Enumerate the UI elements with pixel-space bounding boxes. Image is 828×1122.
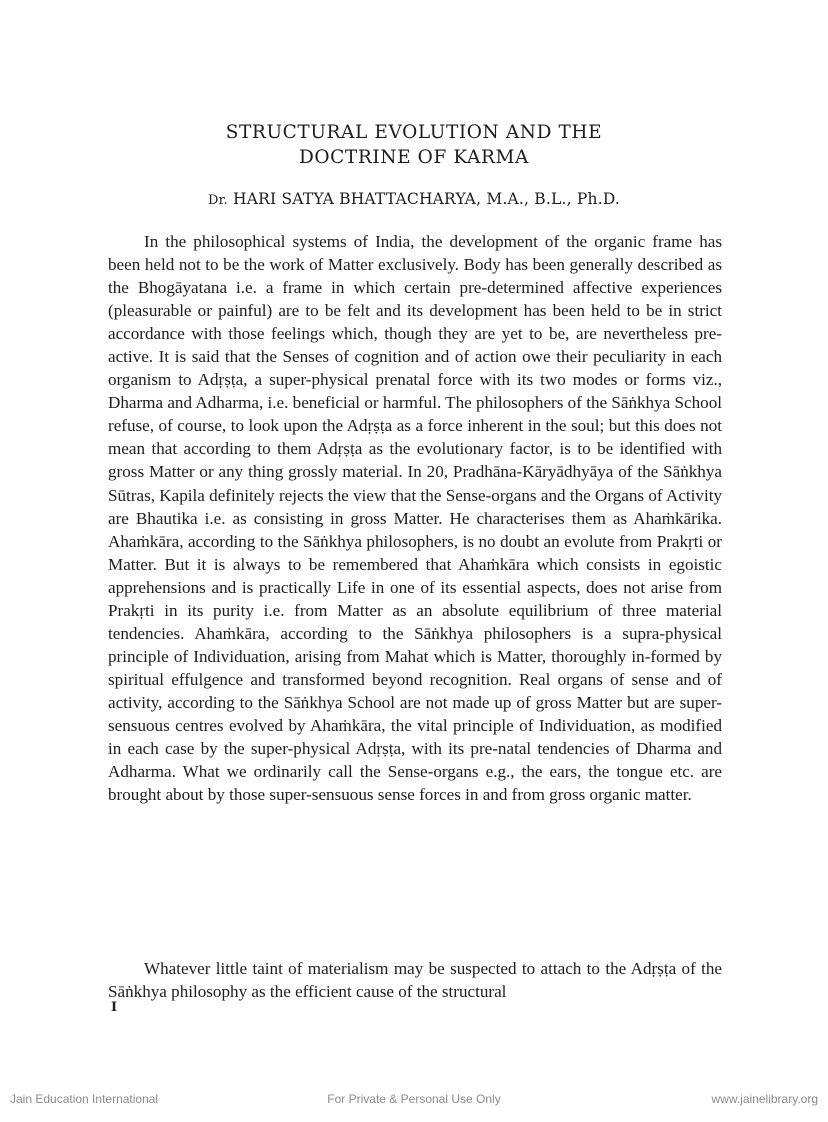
article-title-line-1: STRUCTURAL EVOLUTION AND THE — [225, 122, 603, 143]
body-paragraph-2: Whatever little taint of materialism may be suspected to attach to the Adṛṣṭa of the Sāṅkhya philosophy as the efficient cause of the structural — [108, 959, 722, 1002]
author-prefix: Dr. — [207, 193, 228, 208]
page-marker: I — [111, 1000, 118, 1015]
author-name: HARI SATYA BHATTACHARYA, M.A., B.L., Ph.D. — [227, 190, 621, 208]
body-paragraph-1: In the philosophical systems of India, the development of the organic frame has been held not to be the work of Matter exclusively. Body has been generally described as the Bhogāyatana i.e. a frame in which certain pre-determined affective experiences (pleasurable or painful) are to be felt and its development has been held to be in strict accordance with those feelings which, though they are yet to be, are nevertheless pre-active. It is said that the Senses of cognition and of action owe their peculiarity in each organism to Adṛṣṭa, a super-physical prenatal force with its two modes or forms viz., Dharma and Adharma, i.e. beneficial or harmful. The philosophers of the Sāṅkhya School refuse, of course, to look upon the Adṛṣṭa as a force inherent in the soul; but this does not mean that according to them Adṛṣṭa as the evolutionary factor, is to be identified with gross Matter or any thing grossly material. In 20, Pradhāna-Kāryādhyāya of the Sāṅkhya Sūtras, Kapila definitely rejects the view that the Sense-organs and the Organs of Activity are Bhautika i.e. as consisting in gross Matter. He characterises them as Ahaṁkārika. Ahaṁkāra, according to the Sāṅkhya philosophers, is no doubt an evolute from Prakṛti or Matter. But it is always to be remembered that Ahaṁkāra which consists in egoistic apprehensions and is practically Life in one of its essential aspects, does not arise from Prakṛti in its purity i.e. from Matter as an absolute equilibrium of three material tendencies. Ahaṁkāra, according to the Sāṅkhya philosophers is a supra-physical principle of Individuation, arising from Mahat which is Matter, thoroughly in-formed by spiritual effulgence and transformed beyond recognition. Real organs of sense and of activity, according to the Sāṅkhya School are not made up of gross Matter but are super-sensuous centres evolved by Ahaṁkāra, the vital principle of Individuation, as modified in each case by the super-physical Adṛṣṭa, with its pre-natal tendencies of Dharma and Adharma. What we ordinarily call the Sense-organs e.g., the ears, the tongue etc. are brought about by those super-sensuous sense forces in and from gross organic matter. — [108, 232, 722, 805]
author-line — [0, 188, 828, 212]
article-title-line-2: DOCTRINE OF KARMA — [298, 147, 530, 168]
footer-website: www.jainelibrary.org — [711, 1092, 818, 1106]
footer-usage-notice: For Private & Personal Use Only — [327, 1092, 501, 1106]
footer-publisher: Jain Education International — [10, 1092, 159, 1106]
